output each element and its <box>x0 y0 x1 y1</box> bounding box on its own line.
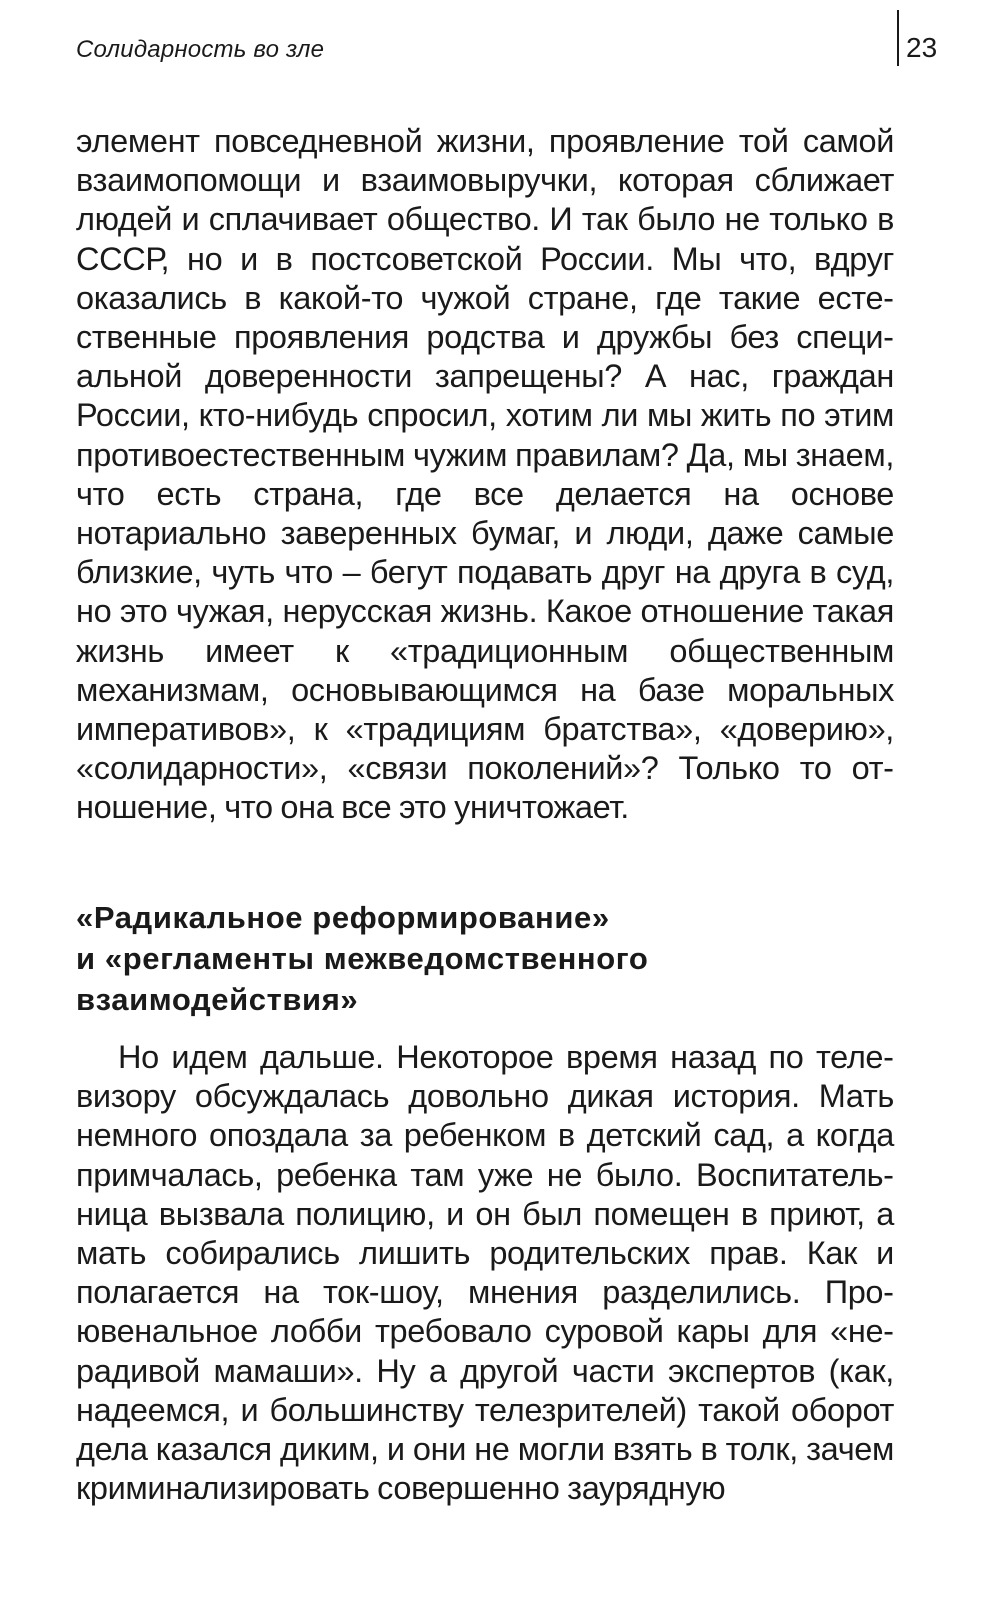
section-heading <box>76 897 894 1020</box>
body-paragraph-section-start: Но идем дальше. Некоторое время назад по телевизору обсуждалась довольно дикая история. Мать немного опоздала за ребенком в детский сад, а когда примчалась, ребенка там уже не было. Воспитательница вызвала полицию, и он был помещен в приют, а мать собирались лишить родительских прав. Как и полагается на ток-шоу, мнения разделились. Проювенальное лобби требовало суровой кары для «нерадивой мамаши». Ну а другой части экспертов (как, надеемся, и большинству телезрителей) такой оборот дела казался диким, и они не могли взять в толк, зачем криминализировать совершенно заурядную <box>76 1039 894 1507</box>
section-heading-line-2: и «регламенты межведомственного <box>76 941 649 976</box>
header-divider <box>897 10 899 66</box>
running-header: Солидарность во зле <box>76 36 325 63</box>
section-heading-line-1: «Радикальное реформирование» <box>76 900 610 935</box>
section-heading-line-3: взаимодействия» <box>76 982 359 1017</box>
body-paragraph-continuation: элемент повседневной жизни, проявление той самой взаимопомощи и взаимовыручки, которая сближает людей и сплачивает общество. И так было не только в СССР, но и в постсоветской России. Мы что, вдруг оказались в какой-то чужой стране, где такие естественные проявления родства и дружбы без специальной доверенности запрещены? А нас, граждан России, кто-нибудь спросил, хотим ли мы жить по этим противоестественным чужим правилам? Да, мы знаем, что есть страна, где все делается на основе нотариально заверенных бумаг, и люди, даже самые близкие, чуть что – бегут подавать друг на друга в суд, но это чужая, нерусская жизнь. Какое отношение такая жизнь имеет к «традиционным общественным механизмам, основывающимся на базе моральных императивов», к «традициям братства», «доверию», «солидарности», «связи поколений»? Только то отношение, что она все это уничтожает. <box>76 123 894 826</box>
page-number: 23 <box>906 32 938 63</box>
